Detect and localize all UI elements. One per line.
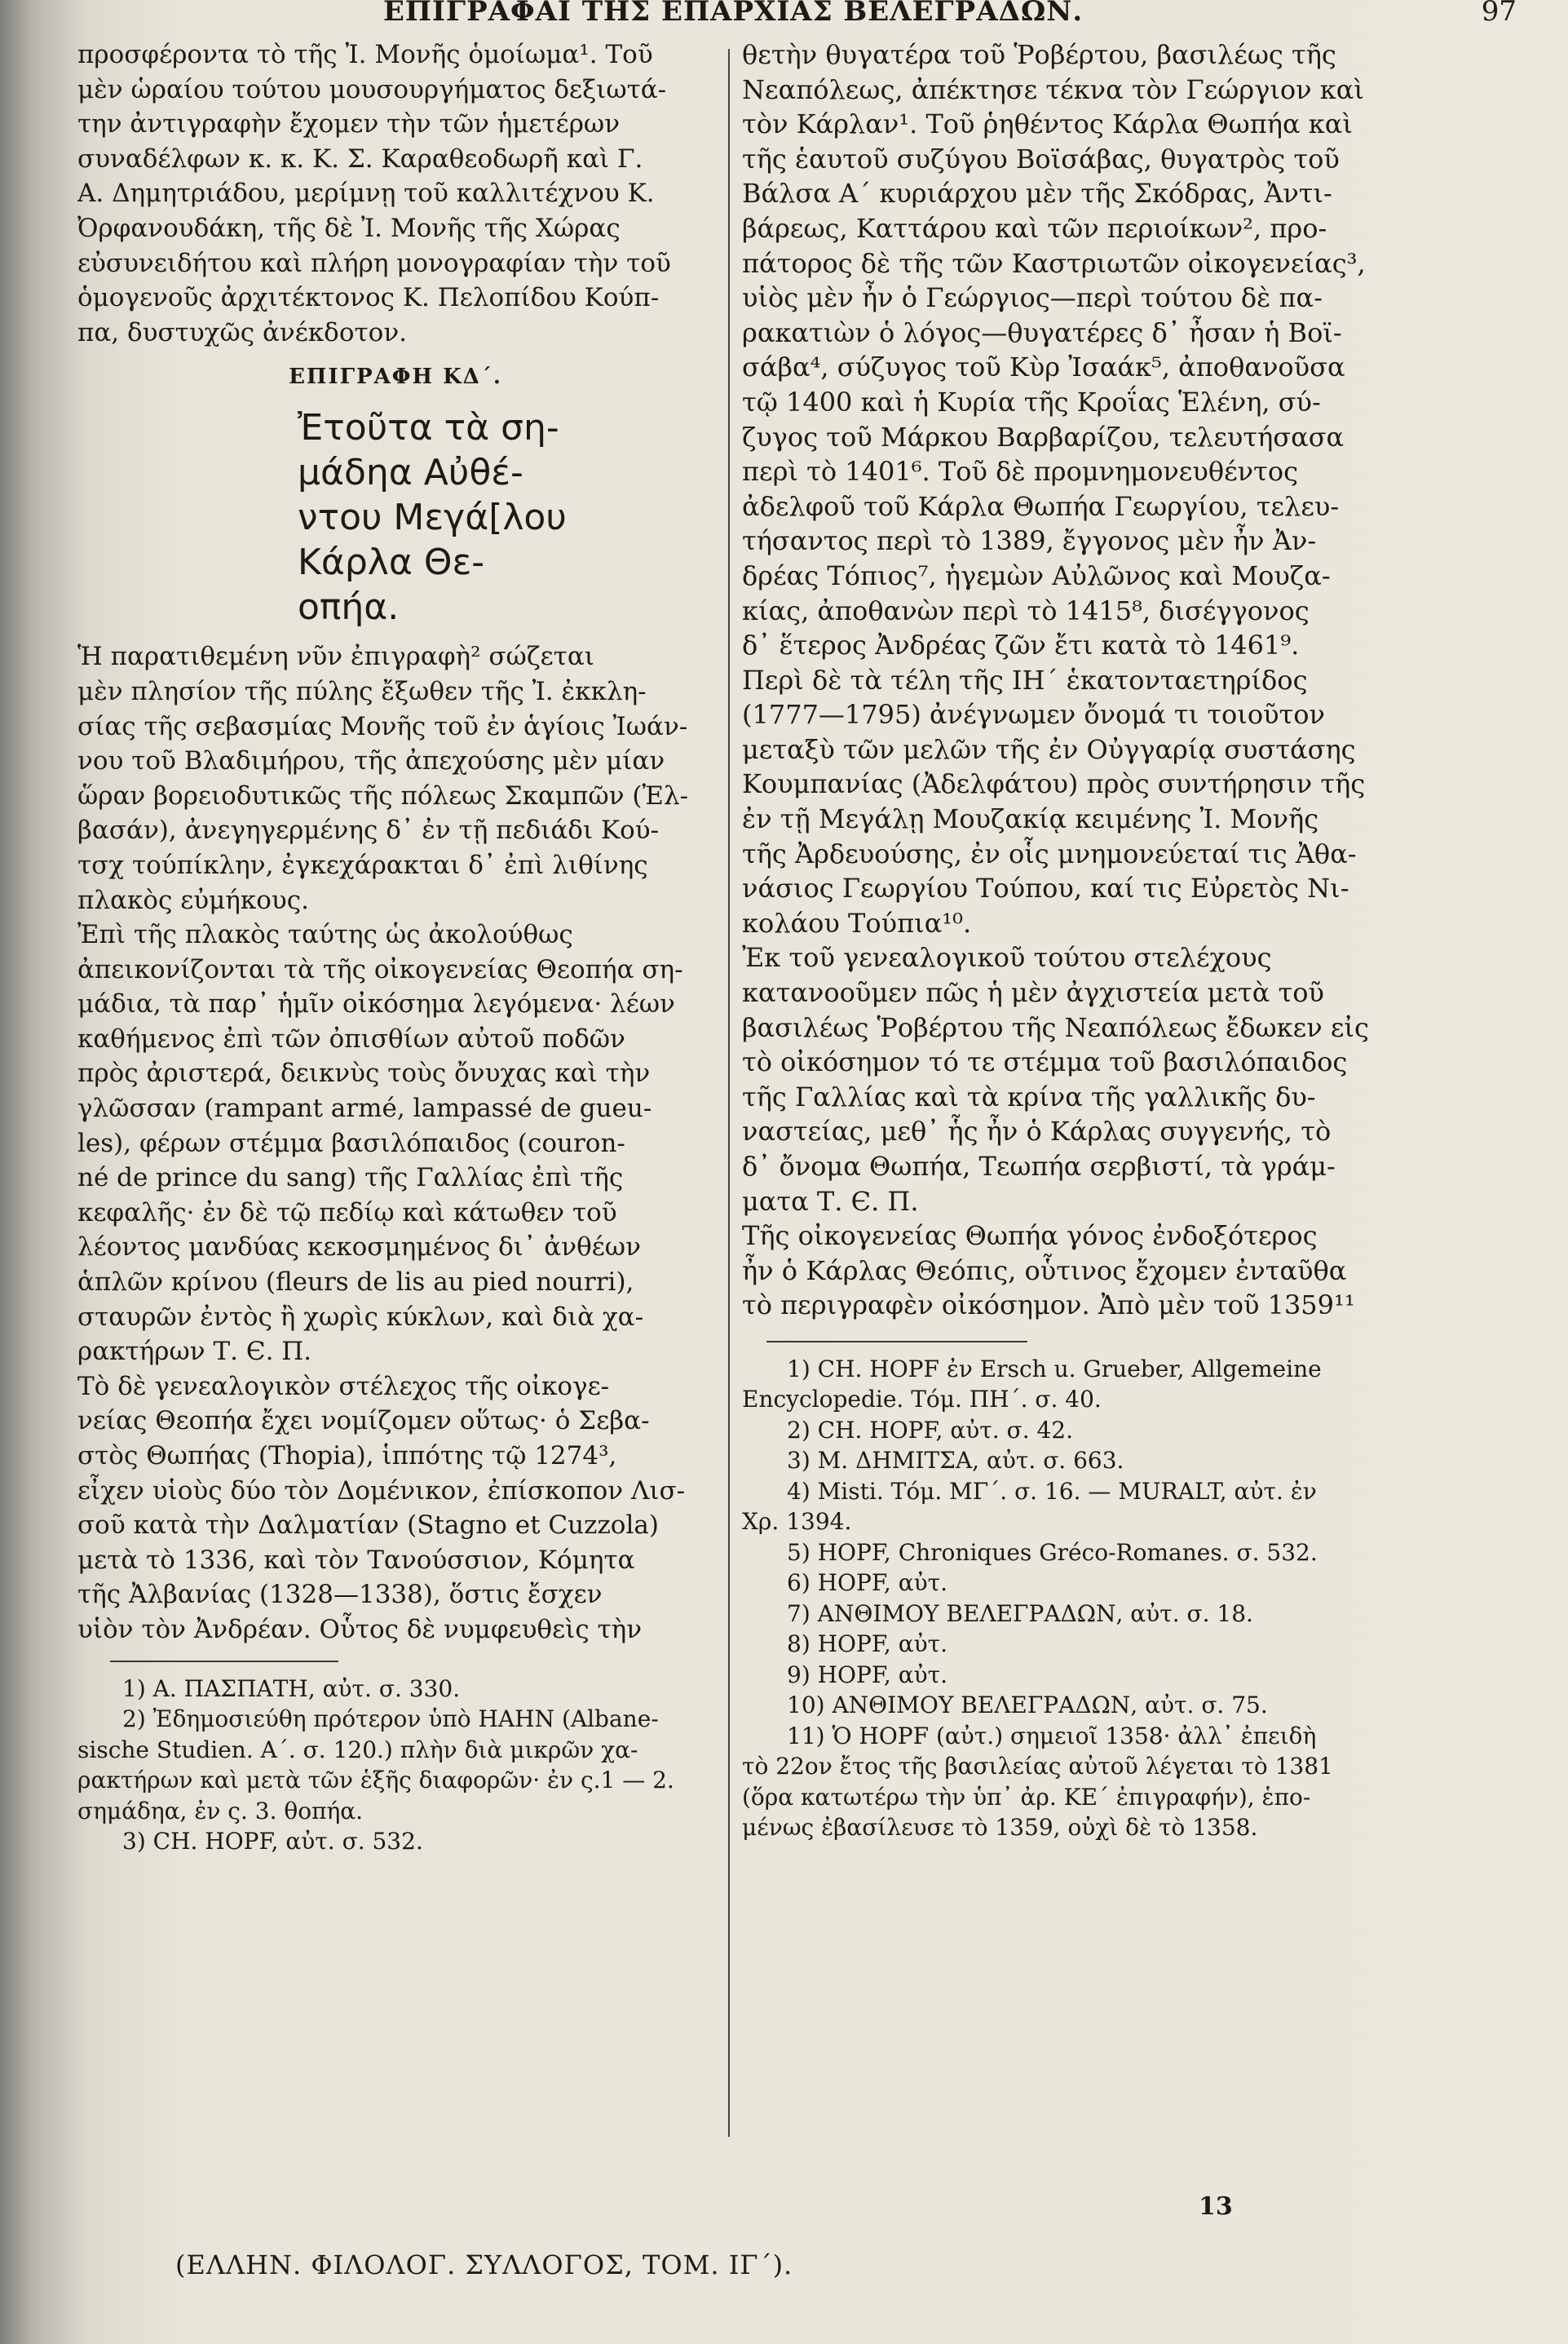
inscription-line: ντου Μεγά[λου	[298, 497, 567, 539]
text-line: σοῦ κατὰ τὴν Δαλματίαν (Stagno et Cuzzola)	[77, 1510, 659, 1541]
text-line: νάσιος Γεωργίου Τούπου, καί τις Εὐρετὸς Νι-	[742, 873, 1349, 904]
text-line: Βάλσα Α΄ κυριάρχου μὲν τῆς Σκόδρας, Ἀντι-	[742, 178, 1332, 210]
text-line: νείας Θεοπήα ἔχει νομίζομεν οὕτως· ὁ Σεβα-	[77, 1406, 650, 1436]
text-line: προσφέροντα τὸ τῆς Ἰ. Μονῆς ὁμοίωμα¹. Τοῦ	[77, 40, 653, 69]
text-line: μὲν πλησίον τῆς πύλης ἔξωθεν τῆς Ἰ. ἐκκλη-	[77, 676, 647, 706]
running-title: ΕΠΙΓΡΑΦΑΙ ΤΗΣ ΕΠΑΡΧΙΑΣ ΒΕΛΕΓΡΑΔΩΝ.	[383, 0, 1084, 28]
text-line: υἱὸς μὲν ἦν ὁ Γεώργιος—περὶ τούτου δὲ πα-	[742, 282, 1323, 314]
text-line: ὁμογενοῦς ἀρχιτέκτονος Κ. Πελοπίδου Κούπ-	[77, 283, 660, 313]
text-line: καθήμενος ἐπὶ τῶν ὀπισθίων αὐτοῦ ποδῶν	[77, 1024, 625, 1054]
text-line: Νεαπόλεως, ἀπέκτησε τέκνα τὸν Γεώργιον καὶ	[742, 73, 1364, 105]
text-line: δ᾽ ἕτερος Ἀνδρέας ζῶν ἔτι κατὰ τὸ 1461⁹.	[742, 630, 1300, 661]
text-line: πλακὸς εὐμήκους.	[77, 885, 309, 915]
footnote: Χρ. 1394.	[742, 1508, 852, 1536]
footnote: 3) Μ. ΔΗΜΙΤΣΑ, αὐτ. σ. 663.	[787, 1447, 1124, 1475]
footnote: 2) CH. HOPF, αὐτ. σ. 42.	[787, 1416, 1074, 1444]
text-line: σίας τῆς σεβασμίας Μονῆς τοῦ ἐν ἁγίοις Ἰωάν-	[77, 711, 688, 741]
text-line: (1777—1795) ἀνέγνωμεν ὄνομά τι τοιοῦτον	[742, 699, 1325, 731]
footnote: (ὅρα κατωτέρω τὴν ὑπ᾽ ἀρ. ΚΕ΄ ἐπιγραφήν), ἑπο-	[742, 1783, 1311, 1811]
footnote: 1) CH. HOPF ἐν Ersch u. Grueber, Allgemeine	[787, 1355, 1322, 1382]
text-line: τὸ περιγραφὲν οἰκόσημον. Ἀπὸ μὲν τοῦ 1359¹¹	[742, 1289, 1355, 1321]
signature-mark: 13	[1199, 2192, 1233, 2221]
footnote: Encyclopedie. Τόμ. ΠΗ΄. σ. 40.	[742, 1386, 1102, 1413]
footnote: 6) HOPF, αὐτ.	[787, 1569, 948, 1597]
text-line: κεφαλῆς· ἐν δὲ τῷ πεδίῳ καὶ κάτωθεν τοῦ	[77, 1197, 617, 1227]
text-line: στὸς Θωπήας (Thopia), ἱππότης τῷ 1274³,	[77, 1441, 617, 1471]
text-line: ἐν τῇ Μεγάλῃ Μουζακίᾳ κειμένης Ἰ. Μονῆς	[742, 803, 1319, 835]
text-line: συναδέλφων κ. κ. Κ. Σ. Καραθεοδωρῆ καὶ Γ.	[77, 144, 643, 174]
footnote: 8) HOPF, αὐτ.	[787, 1630, 948, 1658]
inscription-line: μάδηα Αὐθέ-	[298, 452, 523, 494]
text-line: Τὸ δὲ γενεαλογικὸν στέλεχος τῆς οἰκογε-	[77, 1371, 610, 1401]
text-line: ὥραν βορειοδυτικῶς τῆς πόλεως Σκαμπῶν (Ἐλ-	[77, 781, 689, 811]
text-line: βασιλέως Ῥοβέρτου τῆς Νεαπόλεως ἔδωκεν εἰς	[742, 1011, 1369, 1043]
text-line: Περὶ δὲ τὰ τέλη τῆς ΙΗ΄ ἑκατονταετηρίδος	[742, 664, 1308, 696]
text-line: ἁπλῶν κρίνου (fleurs de lis au pied nourri),	[77, 1267, 634, 1298]
text-line: πρὸς ἀριστερά, δεικνὺς τοὺς ὄνυχας καὶ τὴν	[77, 1059, 651, 1089]
text-line: τῷ 1400 καὶ ἡ Κυρία τῆς Κροΐας Ἑλένη, σύ-	[742, 386, 1321, 418]
text-line: πα, δυστυχῶς ἀνέκδοτον.	[77, 317, 408, 347]
text-line: ἦν ὁ Κάρλας Θεόπις, οὗτινος ἔχομεν ἐνταῦθα	[742, 1254, 1347, 1286]
text-line: Ἐκ τοῦ γενεαλογικοῦ τούτου στελέχους	[742, 942, 1272, 974]
footnote: ρακτήρων καὶ μετὰ τῶν ἑξῆς διαφορῶν· ἐν ς.1 — 2.	[77, 1767, 674, 1794]
column-divider	[728, 49, 730, 2137]
text-line: τὸ οἰκόσημον τό τε στέμμα τοῦ βασιλόπαιδος	[742, 1046, 1348, 1078]
text-line: ἀπεικονίζονται τὰ τῆς οἰκογενείας Θεοπήα ση-	[77, 954, 683, 984]
text-line: τῆς Ἀλβανίας (1328—1338), ὅστις ἔσχεν	[77, 1580, 603, 1610]
text-line: εὐσυνειδήτου καὶ πλήρη μονογραφίαν τὴν τοῦ	[77, 248, 671, 278]
footnote: 9) HOPF, αὐτ.	[787, 1661, 948, 1688]
footnotes-right	[742, 1354, 1460, 1843]
text-line: τῆς Ἀρδευούσης, ἐν οἷς μνημονεύεταί τις Ἀθα-	[742, 838, 1357, 869]
text-line: γλῶσσαν (rampant armé, lampassé de gueu-	[77, 1094, 652, 1124]
inscription-line: Κάρλα Θε-	[298, 542, 485, 584]
text-line: ματα Τ. Є. Π.	[742, 1185, 919, 1217]
text-line: βάρεως, Καττάρου καὶ τῶν περιοίκων², προ-	[742, 212, 1327, 244]
text-line: δρέας Τόπιος⁷, ἡγεμὼν Αὐλῶνος καὶ Μουζα-	[742, 559, 1331, 591]
footnote: τὸ 22ον ἔτος τῆς βασιλείας αὐτοῦ λέγεται τὸ 1381	[742, 1753, 1333, 1780]
text-line: ρακατιὼν ὁ λόγος—θυγατέρες δ᾽ ἦσαν ἡ Βοϊ-	[742, 316, 1342, 348]
text-line: την ἀντιγραφὴν ἔχομεν τὴν τῶν ἡμετέρων	[77, 109, 621, 139]
body-paragraph	[77, 639, 713, 918]
text-line: μάδια, τὰ παρ᾽ ἡμῖν οἰκόσημα λεγόμενα· λέων	[77, 989, 675, 1019]
left-column	[77, 38, 713, 1857]
text-line: εἶχεν υἱοὺς δύο τὸν Δομένικον, ἐπίσκοπον Λισ-	[77, 1475, 686, 1506]
text-line: τῆς ἑαυτοῦ συζύγου Βοϊσάβας, θυγατρὸς τοῦ	[742, 143, 1340, 175]
text-line: τῆς Γαλλίας καὶ τὰ κρίνα τῆς γαλλικῆς δυ-	[742, 1081, 1316, 1112]
text-line: περὶ τὸ 1401⁶. Τοῦ δὲ προμνημονευθέντος	[742, 456, 1298, 488]
text-line: νου τοῦ Βλαδιμήρου, τῆς ἀπεχούσης μὲν μίαν	[77, 746, 665, 776]
footnote: sische Studien. Α΄. σ. 120.) πλὴν διὰ μικρῶν χα-	[77, 1736, 638, 1763]
text-line: τὸν Κάρλαν¹. Τοῦ ῥηθέντος Κάρλα Θωπήα καὶ	[742, 108, 1353, 140]
text-line: κολάου Τούπια¹⁰.	[742, 907, 972, 939]
footnote: 2) Ἐδημοσιεύθη πρότερον ὑπὸ HAHN (Albane-	[122, 1705, 659, 1733]
page-footer: (ΕΛΛΗΝ. ΦΙΛΟΛΟΓ. ΣΥΛΛΟΓΟΣ, ΤΟΜ. ΙΓ΄).	[175, 2249, 793, 2280]
text-line: Ὀρφανουδάκη, τῆς δὲ Ἰ. Μονῆς τῆς Χώρας	[77, 213, 621, 243]
text-line: Ἐπὶ τῆς πλακὸς ταύτης ὡς ἀκολούθως	[77, 920, 573, 950]
text-line: σταυρῶν ἐντὸς ἢ χωρὶς κύκλων, καὶ διὰ χα-	[77, 1302, 644, 1332]
footnote: 11) Ὁ HOPF (αὐτ.) σημειοῖ 1358· ἀλλ᾽ ἐπειδὴ	[787, 1722, 1317, 1749]
text-line: Α. Δημητριάδου, μερίμνῃ τοῦ καλλιτέχνου Κ.	[77, 179, 655, 209]
footnote: 10) ΑΝΘΙΜΟΥ ΒΕΛΕΓΡΑΔΩΝ, αὐτ. σ. 75.	[787, 1692, 1268, 1719]
text-line: βασάν), ἀνεγηγερμένης δ᾽ ἐν τῇ πεδιάδι Κού-	[77, 816, 660, 846]
footnote: 4) Misti. Τόμ. ΜΓ΄. σ. 16. — MURALT, αὐτ. ἐν	[787, 1477, 1317, 1505]
text-line: δ᾽ ὄνομα Θωπήα, Τεωπήα σερβιστί, τὰ γράμ-	[742, 1151, 1336, 1182]
inscription-line: οπήα.	[298, 586, 400, 629]
text-line: μὲν ὡραίου τούτου μουσουργήματος δεξιωτά-	[77, 74, 667, 104]
text-line: σάβα⁴, σύζυγος τοῦ Κὺρ Ἰσαάκ⁵, ἀποθανοῦσα	[742, 352, 1345, 383]
text-line: né de prince du sang) τῆς Γαλλίας ἐπὶ τῆς	[77, 1163, 624, 1193]
intro-paragraph	[77, 38, 713, 350]
body-paragraph	[742, 1218, 1460, 1323]
body-paragraph	[77, 1369, 713, 1647]
footnote-rule	[766, 1341, 1027, 1342]
text-line: les), φέρων στέμμα βασιλόπαιδος (couron-	[77, 1128, 625, 1158]
text-line: Τῆς οἰκογενείας Θωπήα γόνος ἐνδοξότερος	[742, 1220, 1318, 1252]
footnote: σημάδηα, ἐν ς. 3. θοπήα.	[77, 1797, 364, 1824]
text-line: Ἡ παρατιθεμένη νῦν ἐπιγραφὴ² σώζεται	[77, 642, 594, 672]
inscription-line: Ἐτοῦτα τὰ ση-	[298, 407, 559, 449]
text-line: πάτορος δὲ τῆς τῶν Καστριωτῶν οἰκογενείας³,	[742, 247, 1366, 279]
text-line: μεταξὺ τῶν μελῶν τῆς ἐν Οὐγγαρίᾳ συστάσης	[742, 733, 1356, 765]
text-line: ἀδελφοῦ τοῦ Κάρλα Θωπήα Γεωργίου, τελευ-	[742, 490, 1340, 522]
footnote-rule	[110, 1661, 338, 1662]
text-line: ζυγος τοῦ Μάρκου Βαρβαρίζου, τελευτήσασα	[742, 421, 1345, 453]
footnote: 7) ΑΝΘΙΜΟΥ ΒΕΛΕΓΡΑΔΩΝ, αὐτ. σ. 18.	[787, 1599, 1253, 1627]
footnotes-left	[77, 1674, 713, 1857]
body-paragraph	[77, 918, 713, 1369]
page-header	[139, 0, 1533, 28]
footnote: 3) CH. HOPF, αὐτ. σ. 532.	[122, 1828, 423, 1855]
right-column	[742, 38, 1460, 1843]
footnote: μένως ἐβασίλευσε τὸ 1359, οὐχὶ δὲ τὸ 1358.	[742, 1814, 1258, 1842]
text-line: κίας, ἀποθανὼν περὶ τὸ 1415⁸, δισέγγονος	[742, 595, 1310, 626]
text-line: μετὰ τὸ 1336, καὶ τὸν Τανούσσιον, Κόμητα	[77, 1545, 635, 1575]
text-line: τήσαντος περὶ τὸ 1389, ἔγγονος μὲν ἦν Ἀν-	[742, 525, 1317, 557]
page-number: 97	[1481, 0, 1517, 28]
body-paragraph	[742, 38, 1460, 940]
footnote: 5) HOPF, Chroniques Gréco-Romanes. σ. 532.	[787, 1538, 1318, 1566]
footnote: 1) Α. ΠΑΣΠΑΤΗ, αὐτ. σ. 330.	[122, 1674, 461, 1702]
text-line: ρακτήρων Τ. Є. Π.	[77, 1337, 312, 1367]
inscription-heading: ΕΠΙΓΡΑΦΗ ΚΔ΄.	[289, 365, 502, 390]
body-paragraph	[742, 940, 1460, 1218]
text-line: τσχ τούπίκλην, ἐγκεχάρακται δ᾽ ἐπὶ λιθίνης	[77, 850, 648, 880]
text-line: λέοντος μανδύας κεκοσμημένος δι᾽ ἀνθέων	[77, 1232, 641, 1263]
text-line: Κουμπανίας (Ἀδελφάτου) πρὸς συντήρησιν τῆς	[742, 768, 1366, 800]
text-line: θετὴν θυγατέρα τοῦ Ῥοβέρτου, βασιλέως τῆς	[742, 39, 1336, 70]
text-line: ναστείας, μεθ᾽ ἧς ἦν ὁ Κάρλας συγγενής, τὸ	[742, 1116, 1332, 1148]
inscription-text	[298, 405, 713, 630]
text-line: κατανοοῦμεν πῶς ἡ μὲν ἀγχιστεία μετὰ τοῦ	[742, 977, 1324, 1009]
text-line: υἱὸν τὸν Ἀνδρέαν. Οὗτος δὲ νυμφευθεὶς τὴν	[77, 1614, 643, 1644]
